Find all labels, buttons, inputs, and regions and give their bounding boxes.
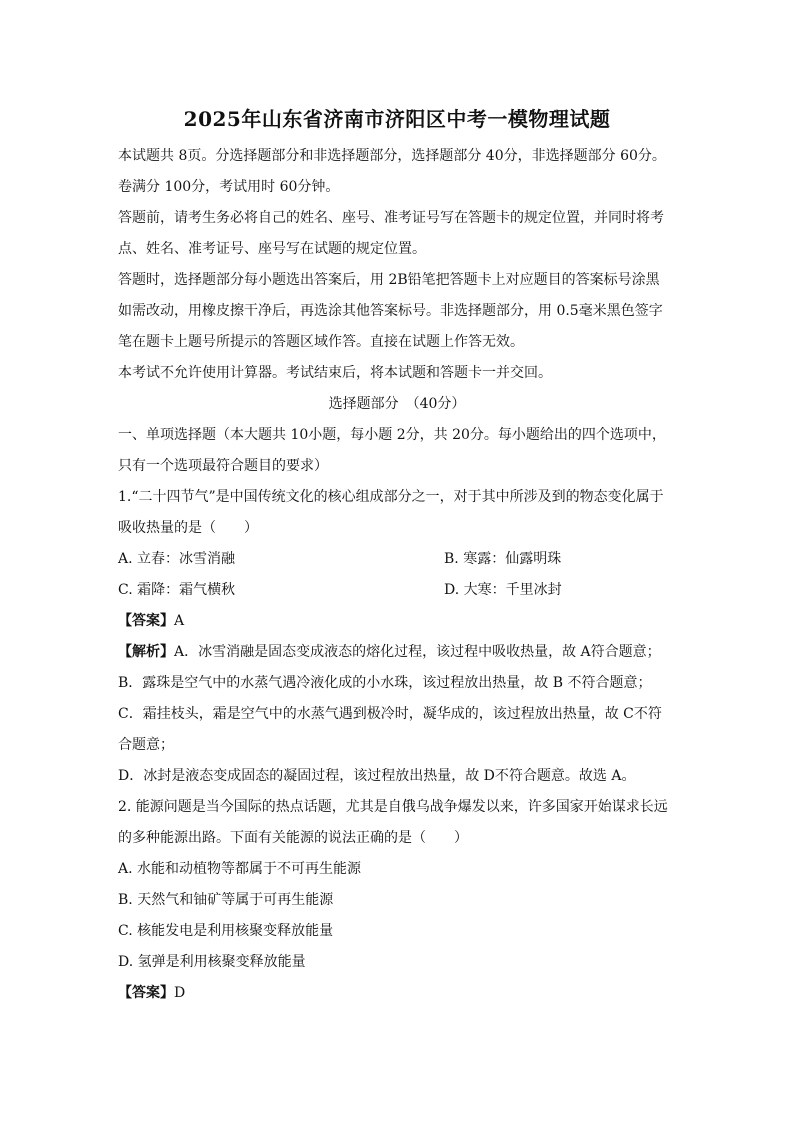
analysis-line: 合题意； bbox=[118, 737, 174, 753]
exam-title: 2025年山东省济南市济阳区中考一模物理试题 bbox=[183, 107, 611, 131]
question-1-stem: 1.“二十四节气”是中国传统文化的核心组成部分之一，对于其中所涉及到的物态变化属于 bbox=[118, 489, 664, 505]
q1-option-b: B. 寒露：仙露明珠 bbox=[444, 551, 562, 567]
analysis-line: C．霜挂枝头，霜是空气中的水蒸气遇到极冷时，凝华成的，该过程放出热量，故 C不符 bbox=[118, 706, 662, 722]
q2-option-b: B. 天然气和铀矿等属于可再生能源 bbox=[118, 892, 334, 908]
analysis-text: A．冰雪消融是固态变成液态的熔化过程，该过程中吸收热量，故 A符合题意； bbox=[174, 644, 661, 660]
q1-option-d: D. 大寒：千里冰封 bbox=[444, 582, 562, 598]
instruction-line: 笔在题卡上题号所提示的答题区域作答。直接在试题上作答无效。 bbox=[118, 334, 524, 350]
part-one-heading: 只有一个选项最符合题目的要求） bbox=[118, 458, 328, 474]
instruction-line: 答题时，选择题部分每小题选出答案后，用 2B铅笔把答题卡上对应题目的答案标号涂黑 bbox=[118, 272, 660, 288]
answer-tag: 【答案】 bbox=[118, 613, 174, 629]
q1-answer bbox=[118, 611, 184, 631]
instruction-line: 本考试不允许使用计算器。考试结束后，将本试题和答题卡一并交回。 bbox=[118, 365, 552, 381]
q2-option-c: C. 核能发电是利用核聚变释放能量 bbox=[118, 923, 334, 939]
answer-value: A bbox=[174, 613, 185, 629]
part-one-heading: 一、单项选择题（本大题共 10小题，每小题 2分，共 20分。每小题给出的四个选项中， bbox=[118, 427, 666, 443]
section-header: 选择题部分 （40分） bbox=[328, 396, 466, 412]
question-1-stem: 吸收热量的是（ ） bbox=[118, 520, 258, 536]
instruction-line: 如需改动，用橡皮擦干净后，再选涂其他答案标号。非选择题部分，用 0.5毫米黑色签字 bbox=[118, 303, 663, 319]
instruction-line: 点、姓名、准考证号、座号写在试题的规定位置。 bbox=[118, 241, 426, 257]
question-2-stem: 2. 能源问题是当今国际的热点话题，尤其是自俄乌战争爆发以来，许多国家开始谋求长远 bbox=[118, 799, 668, 815]
q2-option-d: D. 氢弹是利用核聚变释放能量 bbox=[118, 954, 306, 970]
q1-analysis bbox=[118, 642, 661, 662]
answer-value: D bbox=[174, 985, 186, 1001]
q2-answer bbox=[118, 983, 185, 1003]
instruction-line: 本试题共 8页。分选择题部分和非选择题部分，选择题部分 40分，非选择题部分 60分。 bbox=[118, 148, 666, 164]
instruction-line: 卷满分 100分，考试用时 60分钟。 bbox=[118, 179, 340, 195]
instruction-line: 答题前，请考生务必将自己的姓名、座号、准考证号写在答题卡的规定位置，并同时将考 bbox=[118, 210, 664, 226]
q1-option-c: C. 霜降：霜气横秋 bbox=[118, 582, 236, 598]
question-2-stem: 的多种能源出路。下面有关能源的说法正确的是（ ） bbox=[118, 830, 468, 846]
answer-tag: 【答案】 bbox=[118, 985, 174, 1001]
analysis-line: D．冰封是液态变成固态的凝固过程，该过程放出热量，故 D不符合题意。故选 A。 bbox=[118, 768, 636, 784]
q2-option-a: A. 水能和动植物等都属于不可再生能源 bbox=[118, 861, 362, 877]
q1-option-a: A. 立春：冰雪消融 bbox=[118, 551, 236, 567]
analysis-tag: 【解析】 bbox=[118, 644, 174, 660]
analysis-line: B．露珠是空气中的水蒸气遇冷液化成的小水珠，该过程放出热量，故 B 不符合题意； bbox=[118, 675, 652, 691]
